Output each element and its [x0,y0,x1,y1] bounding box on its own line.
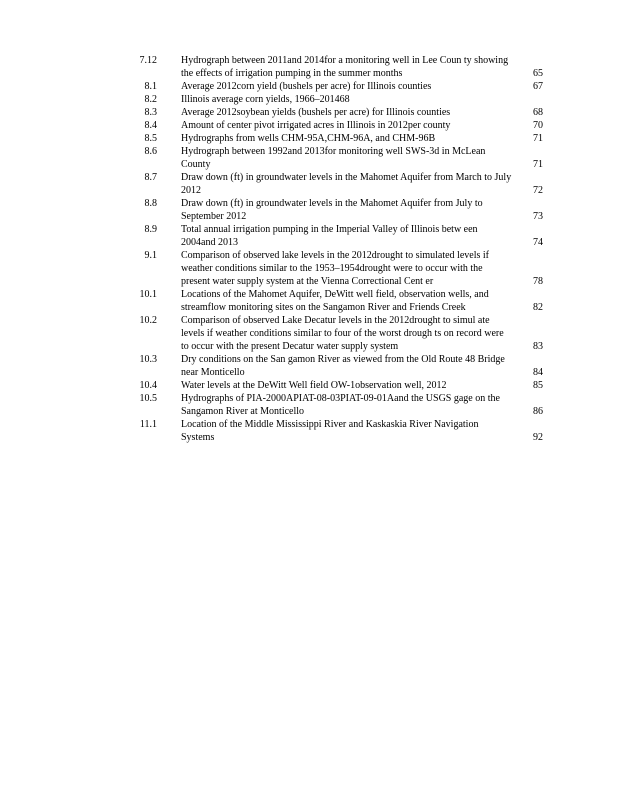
figure-number: 8.3 [144,107,157,118]
figure-page-number: 68 [533,107,543,118]
figure-entry [0,288,618,314]
figure-entry [0,379,618,392]
figure-page-number: 71 [533,159,543,170]
figure-title: Comparison of observed lake levels in the 2012drought to simulated levels if weather conditions similar to the 1953–1954drought were to occur with the present water supply system at the Vienna Correctional Cent er [181,250,489,287]
figure-number: 10.1 [139,289,157,300]
figure-title: Average 2012corn yield (bushels per acre) for Illinois counties [181,81,432,92]
figure-page-number: 74 [533,237,543,248]
figure-title: Average 2012soybean yields (bushels per acre) for Illinois counties [181,107,451,118]
figure-title: Hydrographs of PIA-2000APIAT-08-03PIAT-09-01Aand the USGS gage on the Sangamon River at Monticello [181,393,500,417]
figure-number: 10.5 [139,393,157,404]
figure-title: Hydrographs from wells CHM-95A,CHM-96A, and CHM-96B [181,133,436,144]
figure-entry [0,106,618,119]
figure-number: 8.4 [144,120,157,131]
figure-number: 9.1 [144,250,157,261]
figure-title: Illinois average corn yields, 1966–201468 [181,94,350,105]
figure-entry [0,353,618,379]
figure-number: 8.2 [144,94,157,105]
figure-entry [0,223,618,249]
figure-entry [0,93,618,106]
figure-entry [0,80,618,93]
figure-page-number: 71 [533,133,543,144]
figure-page-number: 82 [533,302,543,313]
figure-number: 10.4 [139,380,157,391]
figure-number: 11.1 [139,419,157,430]
figure-entry [0,54,618,80]
figure-number: 7.12 [139,55,157,66]
figure-title: Comparison of observed Lake Decatur levels in the 2012drought to simul ate levels if weather conditions similar to four of the worst drough ts on record were to occur with the present Decatur water supply system [181,315,504,352]
figure-entry [0,145,618,171]
figure-page-number: 67 [533,81,543,92]
figure-entry [0,119,618,132]
figure-title: Amount of center pivot irrigated acres in Illinois in 2012per county [181,120,451,131]
figure-number: 8.8 [144,198,157,209]
figure-title: Hydrograph between 2011and 2014for a monitoring well in Lee Coun ty showing the effects of irrigation pumping in the summer months [181,55,509,79]
figure-entry [0,418,618,444]
figure-page-number: 65 [533,68,543,79]
figure-number: 8.1 [144,81,157,92]
figure-number: 8.6 [144,146,157,157]
figure-entry [0,249,618,288]
figure-entry [0,171,618,197]
figure-entry [0,132,618,145]
figure-number: 8.5 [144,133,157,144]
figure-title: Total annual irrigation pumping in the Imperial Valley of Illinois betw een 2004and 2013 [181,224,478,248]
figure-title: Locations of the Mahomet Aquifer, DeWitt well field, observation wells, and streamflow monitoring sites on the Sangamon River and Friends Creek [181,289,489,313]
figure-page-number: 72 [533,185,543,196]
figure-title: Dry conditions on the San gamon River as viewed from the Old Route 48 Bridge near Monticello [181,354,505,378]
figure-entry [0,392,618,418]
list-of-figures [0,54,618,444]
figure-title: Draw down (ft) in groundwater levels in the Mahomet Aquifer from March to July 2012 [181,172,512,196]
figure-number: 10.2 [139,315,157,326]
figure-title: Draw down (ft) in groundwater levels in the Mahomet Aquifer from July to September 2012 [181,198,483,222]
figure-page-number: 70 [533,120,543,131]
figure-page-number: 73 [533,211,543,222]
figure-number: 10.3 [139,354,157,365]
figure-number: 8.7 [144,172,157,183]
figure-page-number: 84 [533,367,543,378]
figure-page-number: 78 [533,276,543,287]
figure-entry [0,314,618,353]
figure-title: Water levels at the DeWitt Well field OW-1observation well, 2012 [181,380,447,391]
figure-page-number: 83 [533,341,543,352]
figure-page-number: 85 [533,380,543,391]
figure-title: Hydrograph between 1992and 2013for monitoring well SWS-3d in McLean County [181,146,486,170]
figure-page-number: 86 [533,406,543,417]
figure-page-number: 92 [533,432,543,443]
figure-title: Location of the Middle Mississippi River and Kaskaskia River Navigation Systems [181,419,479,443]
figure-entry [0,197,618,223]
figure-number: 8.9 [144,224,157,235]
